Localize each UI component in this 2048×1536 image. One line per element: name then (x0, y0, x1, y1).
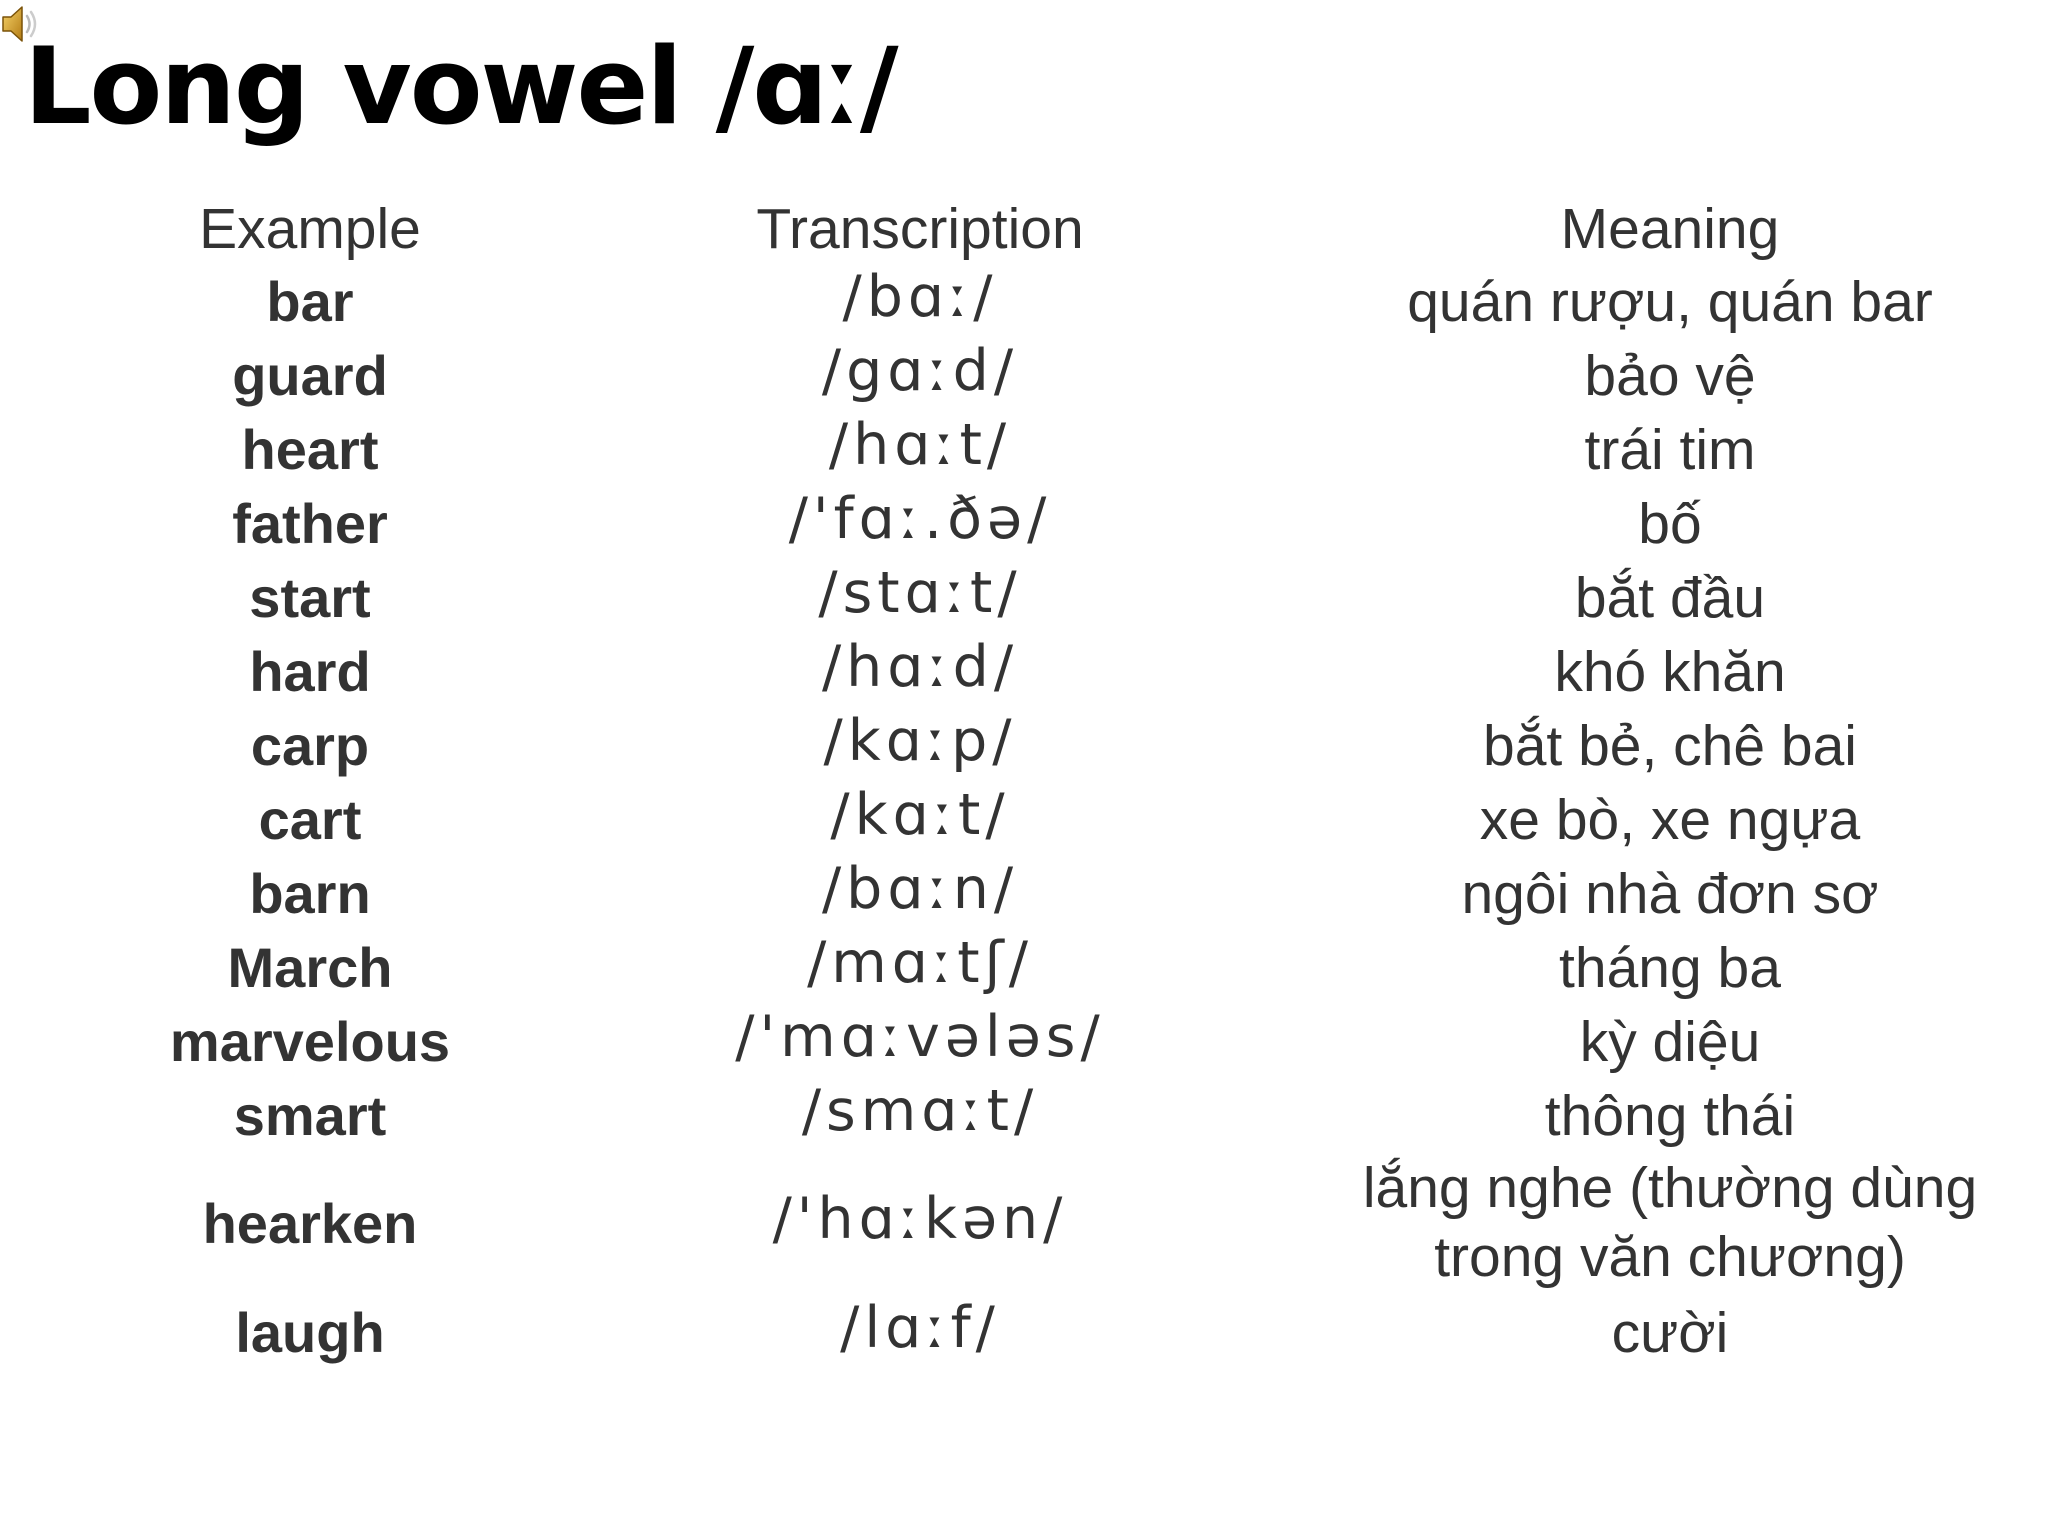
meaning: cười (1611, 1301, 1729, 1365)
meaning: thông thái (1544, 1084, 1796, 1148)
meaning: tháng ba (1559, 936, 1781, 1000)
transcription: /mɑːtʃ/ (807, 930, 1033, 996)
example-word: barn (249, 862, 371, 925)
example-word: hearken (202, 1192, 418, 1255)
example-word: smart (233, 1084, 387, 1147)
meaning: bố (1638, 492, 1702, 556)
example-word: laugh (235, 1301, 385, 1364)
header-example: Example (199, 197, 421, 261)
header-transcription: Transcription (756, 197, 1084, 261)
example-word: bar (266, 270, 354, 333)
transcription: /lɑːf/ (840, 1295, 1000, 1361)
transcription: /'hɑːkən/ (772, 1186, 1068, 1252)
meaning: khó khăn (1554, 640, 1786, 704)
example-word: start (249, 566, 371, 629)
example-word: heart (241, 418, 379, 481)
transcription: /kɑːt/ (830, 782, 1010, 848)
example-word: March (227, 936, 393, 999)
example-word: hard (249, 640, 371, 703)
example-word: cart (258, 788, 362, 851)
page-title: Long vowel /ɑː/ (24, 25, 897, 148)
example-word: carp (250, 714, 370, 777)
transcription: /kɑːp/ (823, 708, 1017, 774)
meaning: xe bò, xe ngựa (1479, 788, 1861, 852)
meaning: lắng nghe (thường dùng trong văn chương) (1362, 1156, 1978, 1289)
meaning: ngôi nhà đơn sơ (1461, 862, 1879, 926)
meaning: kỳ diệu (1579, 1010, 1761, 1074)
transcription: /stɑːt/ (818, 560, 1022, 626)
meaning: bảo vệ (1584, 344, 1756, 408)
transcription: /'fɑː.ðə/ (788, 486, 1052, 552)
transcription: /bɑː/ (842, 264, 998, 330)
meaning: quán rượu, quán bar (1407, 270, 1933, 334)
transcription: /smɑːt/ (801, 1078, 1039, 1144)
example-word: guard (232, 344, 388, 407)
transcription: /gɑːd/ (821, 338, 1019, 404)
transcription: /'mɑːvələs/ (735, 1004, 1105, 1070)
transcription: /hɑːd/ (821, 634, 1019, 700)
meaning: bắt bẻ, chê bai (1483, 714, 1857, 778)
example-word: marvelous (169, 1010, 451, 1073)
transcription: /hɑːt/ (828, 412, 1012, 478)
example-word: father (232, 492, 388, 555)
header-meaning: Meaning (1560, 197, 1780, 261)
meaning: bắt đầu (1574, 566, 1766, 630)
transcription: /bɑːn/ (821, 856, 1019, 922)
meaning: trái tim (1584, 418, 1756, 482)
